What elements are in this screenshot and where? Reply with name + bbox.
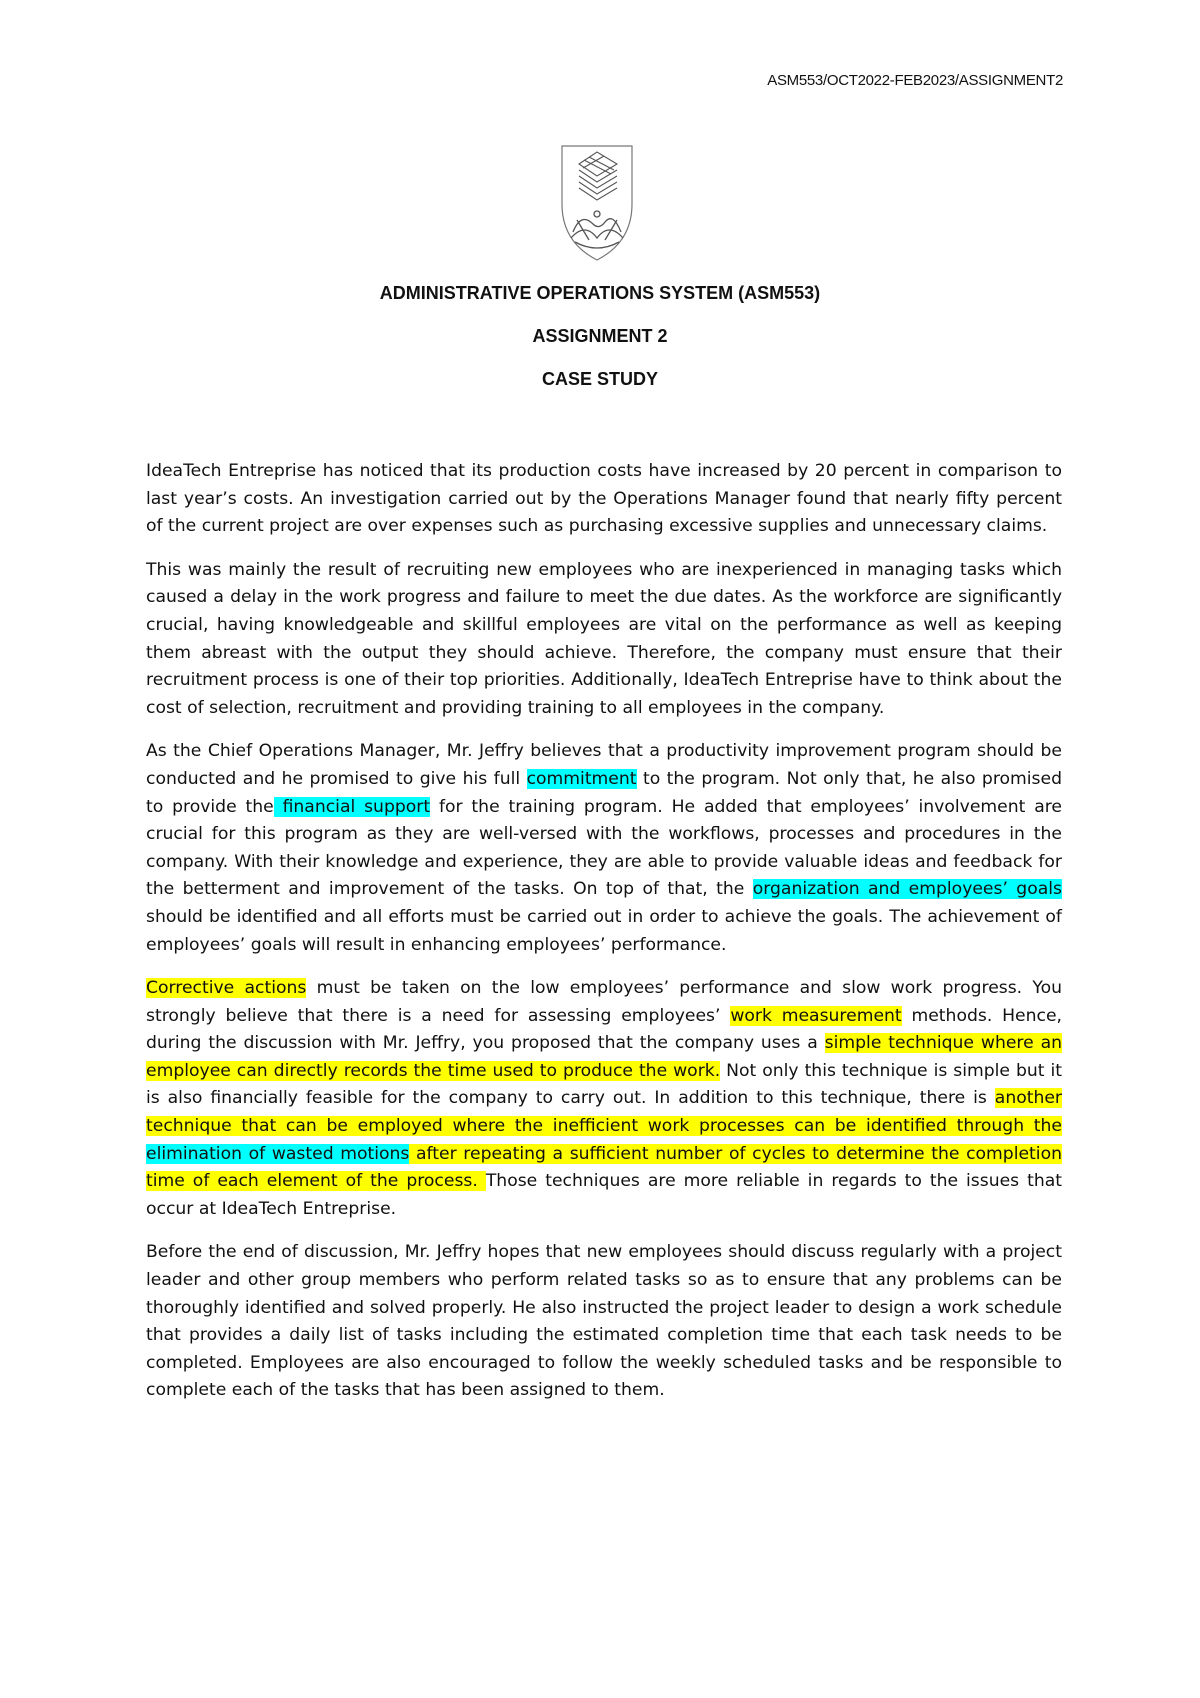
paragraph-text: for the training program. He added that employees’ involvement are crucial for this program as they are well-versed with the workflows, processes and procedures in the company. With their knowledge and experience, they are able to provide valuable ideas and feedback for the betterment and improvement of the tasks. On top of that, the bbox=[146, 796, 1062, 900]
paragraph-text: Those techniques are more reliable in regards to the issues that occur at IdeaTech Entreprise. bbox=[146, 1171, 1063, 1219]
paragraph bbox=[146, 557, 1062, 723]
paragraph-text: should be identified and all efforts must be carried out in order to achieve the goals. The achievement of employees’ goals will result in enhancing employees’ performance. bbox=[146, 906, 1062, 955]
title-block bbox=[0, 282, 1200, 411]
paragraph-text: As the Chief Operations Manager, Mr. Jeffry believes that a productivity improvement program should be conducted and he promised to give his full bbox=[146, 741, 1062, 789]
case-study-title: CASE STUDY bbox=[541, 369, 658, 389]
paragraph-text: Not only this technique is simple but it is also financially feasible for the company to carry out. In addition to this technique, there is bbox=[146, 1060, 1062, 1109]
highlighted-text-yellow: Corrective actions bbox=[146, 978, 307, 999]
highlighted-text-cyan: organization and employees’ goals bbox=[752, 879, 1062, 900]
paragraph-text: This was mainly the result of recruiting new employees who are inexperienced in managing tasks which caused a delay in the work progress and failure to meet the due dates. As the workforce are significantly crucial, having knowledgeable and skillful employees are vital on the performance as well as keeping them abreast with the output they should achieve. Therefore, the company must ensure that their recruitment process is one of their top priorities. Additionally, IdeaTech Entreprise have to think about the cost of selection, recruitment and providing training to all employees in the company. bbox=[146, 559, 1062, 718]
paragraph bbox=[146, 975, 1062, 1223]
university-crest-icon bbox=[559, 142, 635, 264]
highlighted-text-cyan: commitment bbox=[526, 768, 637, 789]
highlighted-text-yellow: another technique that can be employed where the inefficient work processes can be identified through the bbox=[146, 1088, 1062, 1137]
paragraph-text: must be taken on the low employees’ performance and slow work progress. You strongly believe that there is a need for assessing employees’ bbox=[146, 978, 1062, 1026]
paragraph bbox=[146, 1239, 1062, 1405]
paragraph-text: to the program. Not only that, he also promised to provide the bbox=[146, 768, 1062, 817]
paragraph bbox=[146, 738, 1062, 959]
paragraph-text: IdeaTech Entreprise has noticed that its production costs have increased by 20 percent in comparison to last year’s costs. An investigation carried out by the Operations Manager found that nearly fifty percent of the current project are over expenses such as purchasing excessive supplies and unnecessary claims. bbox=[146, 461, 1062, 537]
highlighted-text-yellow: after repeating a sufficient number of cycles to determine the completion time of each element of the process. bbox=[146, 1143, 1062, 1192]
running-header: ASM553/OCT2022-FEB2023/ASSIGNMENT2 bbox=[767, 72, 1063, 89]
highlighted-text-cyan: financial support bbox=[273, 796, 431, 817]
assignment-title: ASSIGNMENT 2 bbox=[532, 326, 668, 346]
highlighted-text-yellow: simple technique where an employee can directly records the time used to produce the work. bbox=[146, 1033, 1063, 1081]
paragraph-text: Before the end of discussion, Mr. Jeffry hopes that new employees should discuss regularly with a project leader and other group members who perform related tasks so as to ensure that any problems can be thoroughly identified and solved properly. He also instructed the project leader to design a work schedule that provides a daily list of tasks including the estimated completion time that each task needs to be completed. Employees are also encouraged to follow the weekly scheduled tasks and be responsible to complete each of the tasks that has been assigned to them. bbox=[146, 1242, 1062, 1401]
paragraph-text: methods. Hence, during the discussion with Mr. Jeffry, you proposed that the company uses a bbox=[146, 1005, 1062, 1054]
highlighted-text-cyan: elimination of wasted motions bbox=[146, 1143, 410, 1164]
highlighted-text-yellow: work measurement bbox=[730, 1005, 902, 1026]
paragraph bbox=[146, 458, 1062, 541]
case-study-body bbox=[146, 458, 1062, 1421]
course-title: ADMINISTRATIVE OPERATIONS SYSTEM (ASM553) bbox=[379, 283, 821, 303]
